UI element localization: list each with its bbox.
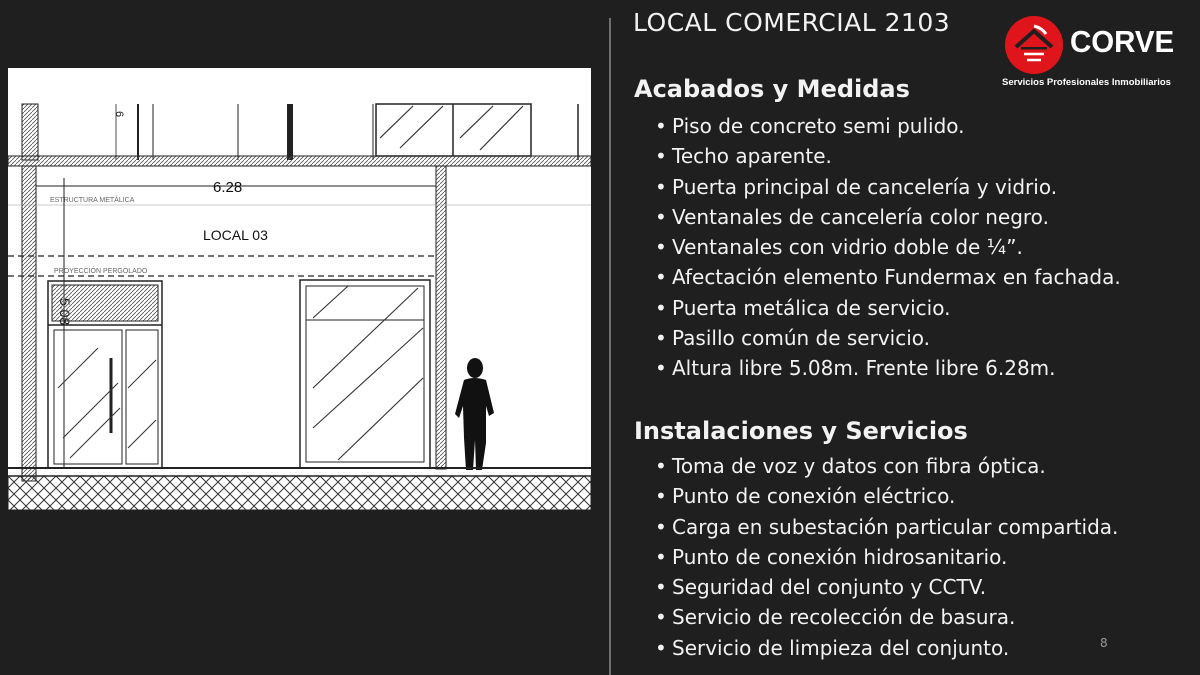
page-number: 8: [1100, 636, 1108, 650]
list-item: [655, 512, 1118, 542]
list-item-text: Servicio de limpieza del conjunto.: [672, 635, 1010, 660]
bullet-icon: •: [655, 204, 667, 229]
corve-logo: [1000, 14, 1180, 94]
vertical-divider: [609, 18, 611, 675]
list-item: [655, 262, 1121, 292]
list-item: [655, 481, 1118, 511]
list-item-text: Seguridad del conjunto y CCTV.: [672, 575, 987, 600]
corve-logo-mark-icon: [1002, 14, 1066, 78]
acabados-list: [655, 111, 1121, 384]
bullet-icon: •: [655, 265, 667, 290]
list-item-text: Piso de concreto semi pulido.: [672, 114, 965, 138]
list-item: [655, 602, 1118, 632]
bullet-icon: •: [655, 326, 667, 351]
logo-tagline: Servicios Profesionales Inmobiliarios: [1002, 77, 1171, 88]
bullet-icon: •: [655, 295, 667, 320]
logo-wordmark: CORVE: [1070, 24, 1175, 59]
instalaciones-list: [655, 451, 1118, 663]
list-item: [655, 323, 1121, 353]
list-item: [655, 232, 1121, 262]
pergola-label: PROYECCIÓN PERGOLADO: [54, 268, 148, 275]
list-item: [655, 202, 1121, 232]
list-item-text: Toma de voz y datos con fibra óptica.: [672, 454, 1046, 478]
bullet-icon: •: [655, 114, 667, 138]
bullet-icon: •: [655, 174, 667, 199]
list-item-text: Altura libre 5.08m. Frente libre 6.28m.: [672, 356, 1056, 381]
bullet-icon: •: [655, 514, 667, 539]
bullet-icon: •: [655, 484, 667, 509]
instalaciones-heading: Instalaciones y Servicios: [634, 417, 968, 445]
acabados-heading: Acabados y Medidas: [634, 75, 910, 103]
list-item-text: Servicio de recolección de basura.: [672, 605, 1016, 630]
list-item: [655, 111, 1121, 141]
slide-title: LOCAL COMERCIAL 2103: [633, 8, 951, 37]
dimension-top-label: 6: [113, 111, 125, 118]
list-item: [655, 633, 1118, 663]
list-item-text: Puerta metálica de servicio.: [672, 295, 951, 320]
bullet-icon: •: [655, 144, 667, 169]
list-item-text: Afectación elemento Fundermax en fachada.: [672, 265, 1121, 290]
list-item: [655, 542, 1118, 572]
list-item: [655, 293, 1121, 323]
list-item-text: Ventanales de cancelería color negro.: [672, 204, 1049, 229]
bullet-icon: •: [655, 454, 667, 478]
bullet-icon: •: [655, 635, 667, 660]
list-item: [655, 353, 1121, 383]
facade-elevation-drawing: [8, 68, 591, 510]
list-item-text: Carga en subestación particular compartida.: [672, 514, 1119, 539]
list-item-text: Punto de conexión eléctrico.: [672, 484, 956, 509]
list-item-text: Punto de conexión hidrosanitario.: [672, 544, 1008, 569]
structure-label: ESTRUCTURA METÁLICA: [50, 197, 135, 204]
bullet-icon: •: [655, 575, 667, 600]
bullet-icon: •: [655, 235, 667, 260]
list-item-text: Puerta principal de cancelería y vidrio.: [672, 174, 1058, 199]
dimension-width-label: 6.28: [213, 179, 243, 196]
list-item-text: Techo aparente.: [672, 144, 832, 169]
list-item: [655, 572, 1118, 602]
list-item: [655, 141, 1121, 171]
local-label: LOCAL 03: [203, 227, 268, 243]
bullet-icon: •: [655, 605, 667, 630]
list-item-text: Ventanales con vidrio doble de ¼”.: [672, 235, 1023, 260]
bullet-icon: •: [655, 544, 667, 569]
bullet-icon: •: [655, 356, 667, 381]
list-item: [655, 451, 1118, 481]
list-item-text: Pasillo común de servicio.: [672, 326, 931, 351]
list-item: [655, 172, 1121, 202]
person-silhouette-icon: [455, 358, 494, 470]
